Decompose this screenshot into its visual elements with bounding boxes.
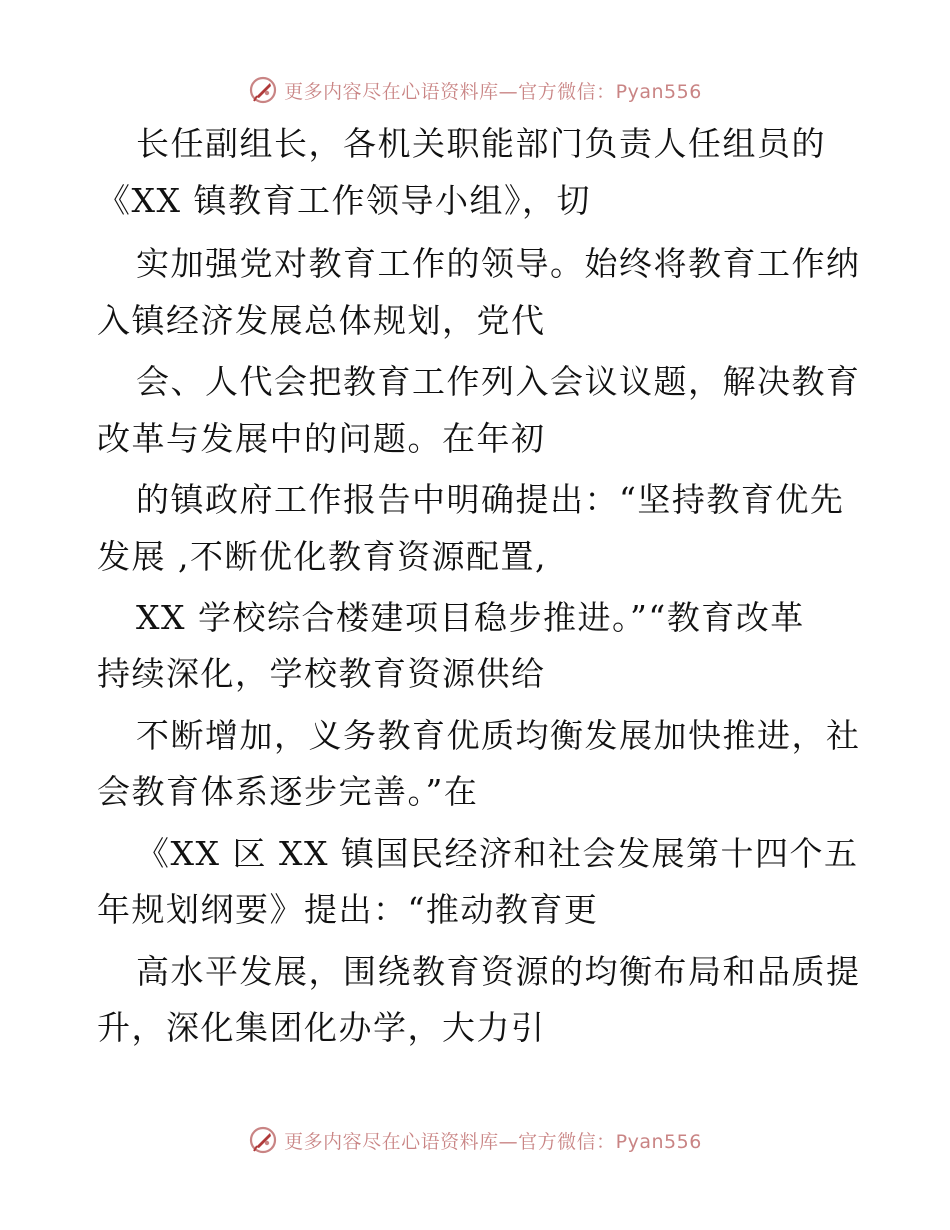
paragraph-line: XX 学校综合楼建项目稳步推进。”“教育改革 [136, 598, 805, 637]
paragraph-line: 改革与发展中的问题。在年初 [97, 419, 546, 458]
paragraph-line: 《XX 区 XX 镇国民经济和社会发展第十四个五 [136, 834, 859, 873]
paragraph-line: 不断增加，义务教育优质均衡发展加快推进，社 [136, 716, 861, 755]
watermark-text: 更多内容尽在心语资料库—官方微信：Pyan556 [284, 1130, 702, 1153]
paragraph-line: 长任副组长，各机关职能部门负责人任组员的 [136, 124, 826, 163]
quill-circle-logo [248, 75, 278, 105]
header-watermark [0, 70, 950, 110]
paragraph-line: 年规划纲要》提出：“推动教育更 [97, 890, 599, 929]
paragraph-line: 《XX 镇教育工作领导小组》，切 [97, 181, 591, 220]
paragraph-line: 会、人代会把教育工作列入会议议题，解决教育 [136, 362, 861, 401]
paragraph-line: 实加强党对教育工作的领导。始终将教育工作纳 [136, 244, 861, 283]
paragraph-line: 入镇经济发展总体规划，党代 [97, 301, 546, 340]
watermark-text: 更多内容尽在心语资料库—官方微信：Pyan556 [284, 80, 702, 103]
quill-circle-logo [248, 1125, 278, 1155]
paragraph-line: 的镇政府工作报告中明确提出：“坚持教育优先 [136, 480, 845, 519]
paragraph-line: 发展 ,不断优化教育资源配置, [97, 537, 547, 576]
paragraph-line: 高水平发展，围绕教育资源的均衡布局和品质提 [136, 952, 861, 991]
paragraph-line: 持续深化，学校教育资源供给 [97, 654, 546, 693]
paragraph-line: 会教育体系逐步完善。”在 [97, 772, 479, 811]
footer-watermark [0, 1120, 950, 1160]
paragraph-line: 升，深化集团化办学，大力引 [97, 1008, 546, 1047]
